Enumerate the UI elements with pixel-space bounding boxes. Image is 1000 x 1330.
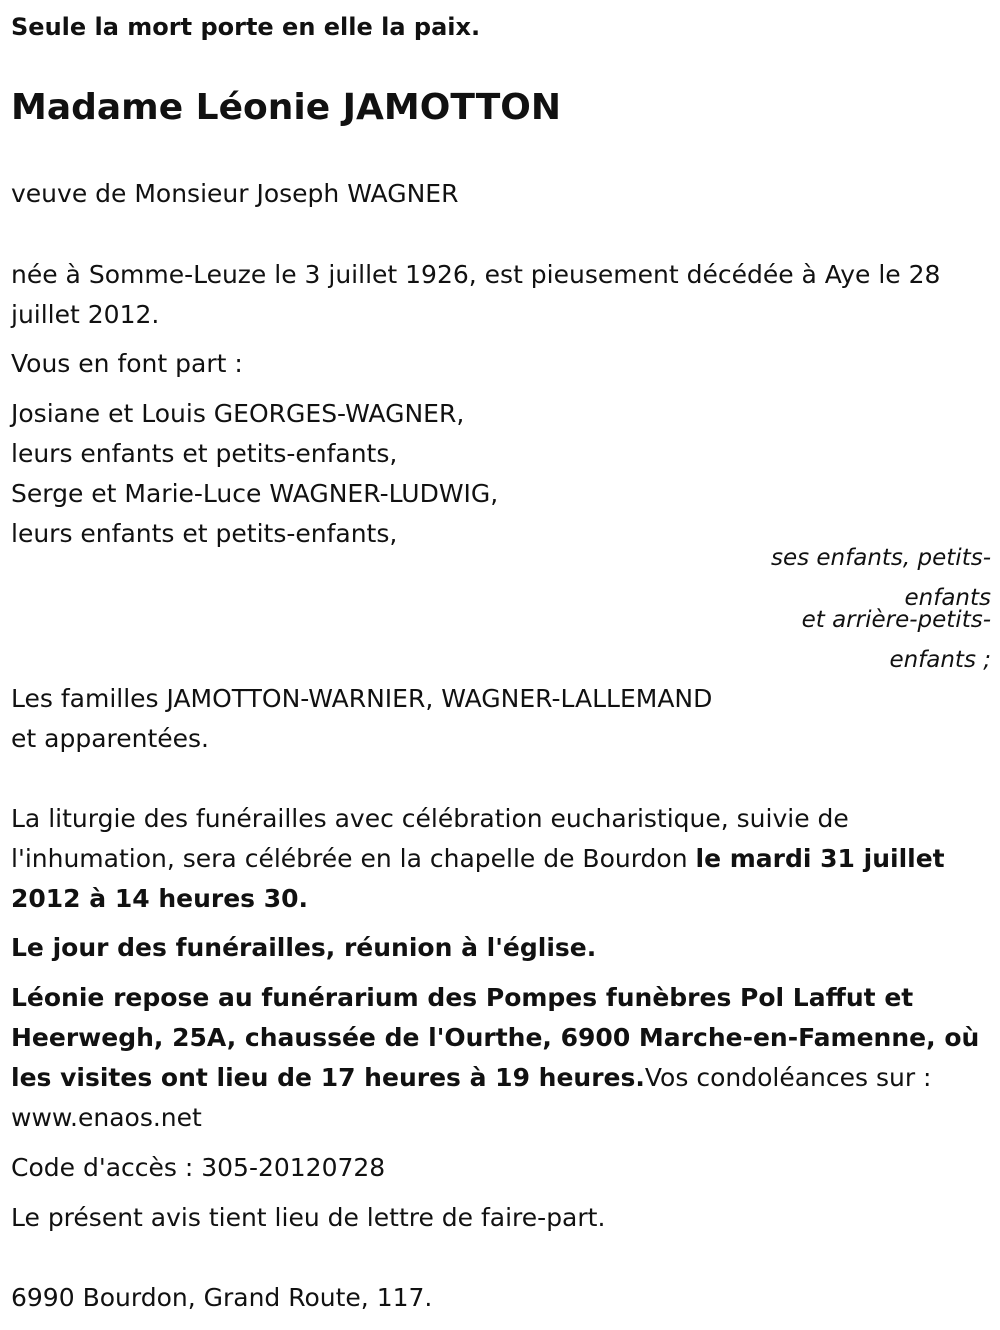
funerarium-paragraph [11, 978, 986, 1138]
side-note-grandchildren: ses enfants, petits-enfants [770, 545, 991, 611]
access-code-line: Code d'accès : 305-20120728 [11, 1153, 386, 1182]
liturgy-date: le mardi 31 juillet 2012 à 14 heures 30. [11, 844, 945, 913]
epigraph-quote: Seule la mort porte en elle la paix. [11, 13, 481, 41]
condolences-text: Vos condoléances sur : www.enaos.net [11, 1063, 932, 1132]
family-line: leurs enfants et petits-enfants, [11, 519, 398, 548]
liturgy-paragraph [11, 799, 986, 919]
notice-text-line: Le présent avis tient lieu de lettre de faire-part. [11, 1203, 606, 1232]
family-line: Josiane et Louis GEORGES-WAGNER, [11, 399, 465, 428]
side-note-great-grandchildren: et arrière-petits-enfants ; [801, 607, 991, 673]
birth-death-paragraph: née à Somme-Leuze le 3 juillet 1926, est pieusement décédée à Aye le 28 juillet 2012. [11, 260, 941, 329]
family-line: Serge et Marie-Luce WAGNER-LUDWIG, [11, 479, 499, 508]
announce-line: Vous en font part : [11, 349, 243, 378]
liturgy-text: La liturgie des funérailles avec célébration eucharistique, suivie de l'inhumation, sera célébrée en la chapelle de Bourdon [11, 804, 849, 873]
families-line: et apparentées. [11, 724, 209, 753]
families-line: Les familles JAMOTTON-WARNIER, WAGNER-LALLEMAND [11, 684, 713, 713]
widow-of-line: veuve de Monsieur Joseph WAGNER [11, 179, 459, 208]
address-line: 6990 Bourdon, Grand Route, 117. [11, 1283, 433, 1312]
funerarium-text: Léonie repose au funérarium des Pompes funèbres Pol Laffut et Heerwegh, 25A, chaussée de l'Ourthe, 6900 Marche-en-Famenne, où les visites ont lieu de 17 heures à 19 heures. [11, 983, 980, 1092]
deceased-name: Madame Léonie JAMOTTON [11, 87, 562, 128]
meeting-line: Le jour des funérailles, réunion à l'église. [11, 933, 597, 962]
family-line: leurs enfants et petits-enfants, [11, 439, 398, 468]
